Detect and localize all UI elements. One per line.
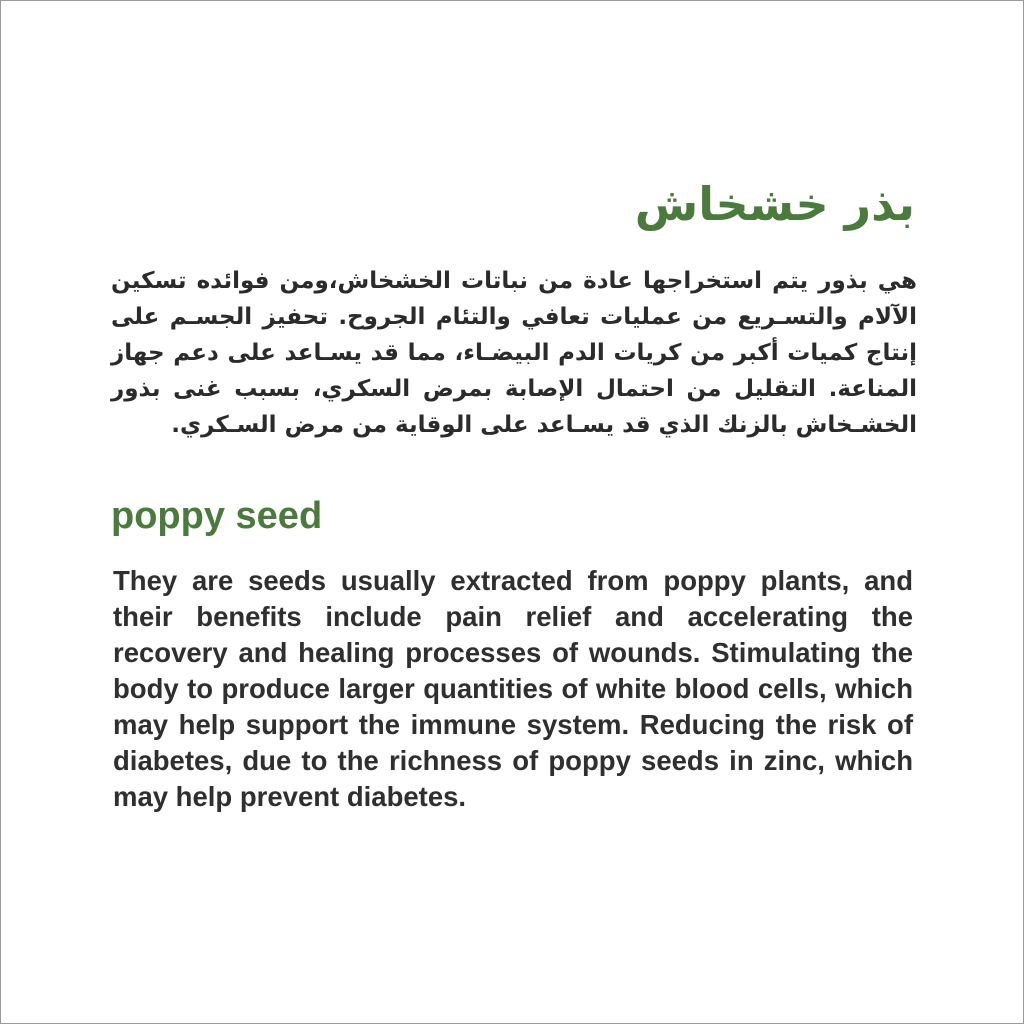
arabic-title: بذر خشخاش <box>634 177 915 231</box>
english-description: They are seeds usually extracted from poppy plants, and their benefits include pain relief and accelerating the recovery and healing processes of wounds. Stimulating the body to produce larger quantities of white blood cells, which may help support the immune system. Reducing the risk of diabetes, due to the richness of poppy seeds in zinc, which may help prevent diabetes. <box>113 565 913 812</box>
arabic-description: هي بذور يتم استخراجها عادة من نباتات الخشخاش،ومن فوائده تسكين الآلام والتسـريع من عمليات تعافي والتئام الجروح. تحفيز الجسـم على إنتاج كميات أكبر من كريات الدم البيضـاء، مما قد يسـاعد على دعم جهاز المناعة. التقليل من احتمال الإصابة بمرض السكري، بسبب غنى بذور الخشـخاش بالزنك الذي قد يسـاعد على الوقاية من مرض السـكري. <box>111 268 917 438</box>
english-title: poppy seed <box>111 495 323 537</box>
